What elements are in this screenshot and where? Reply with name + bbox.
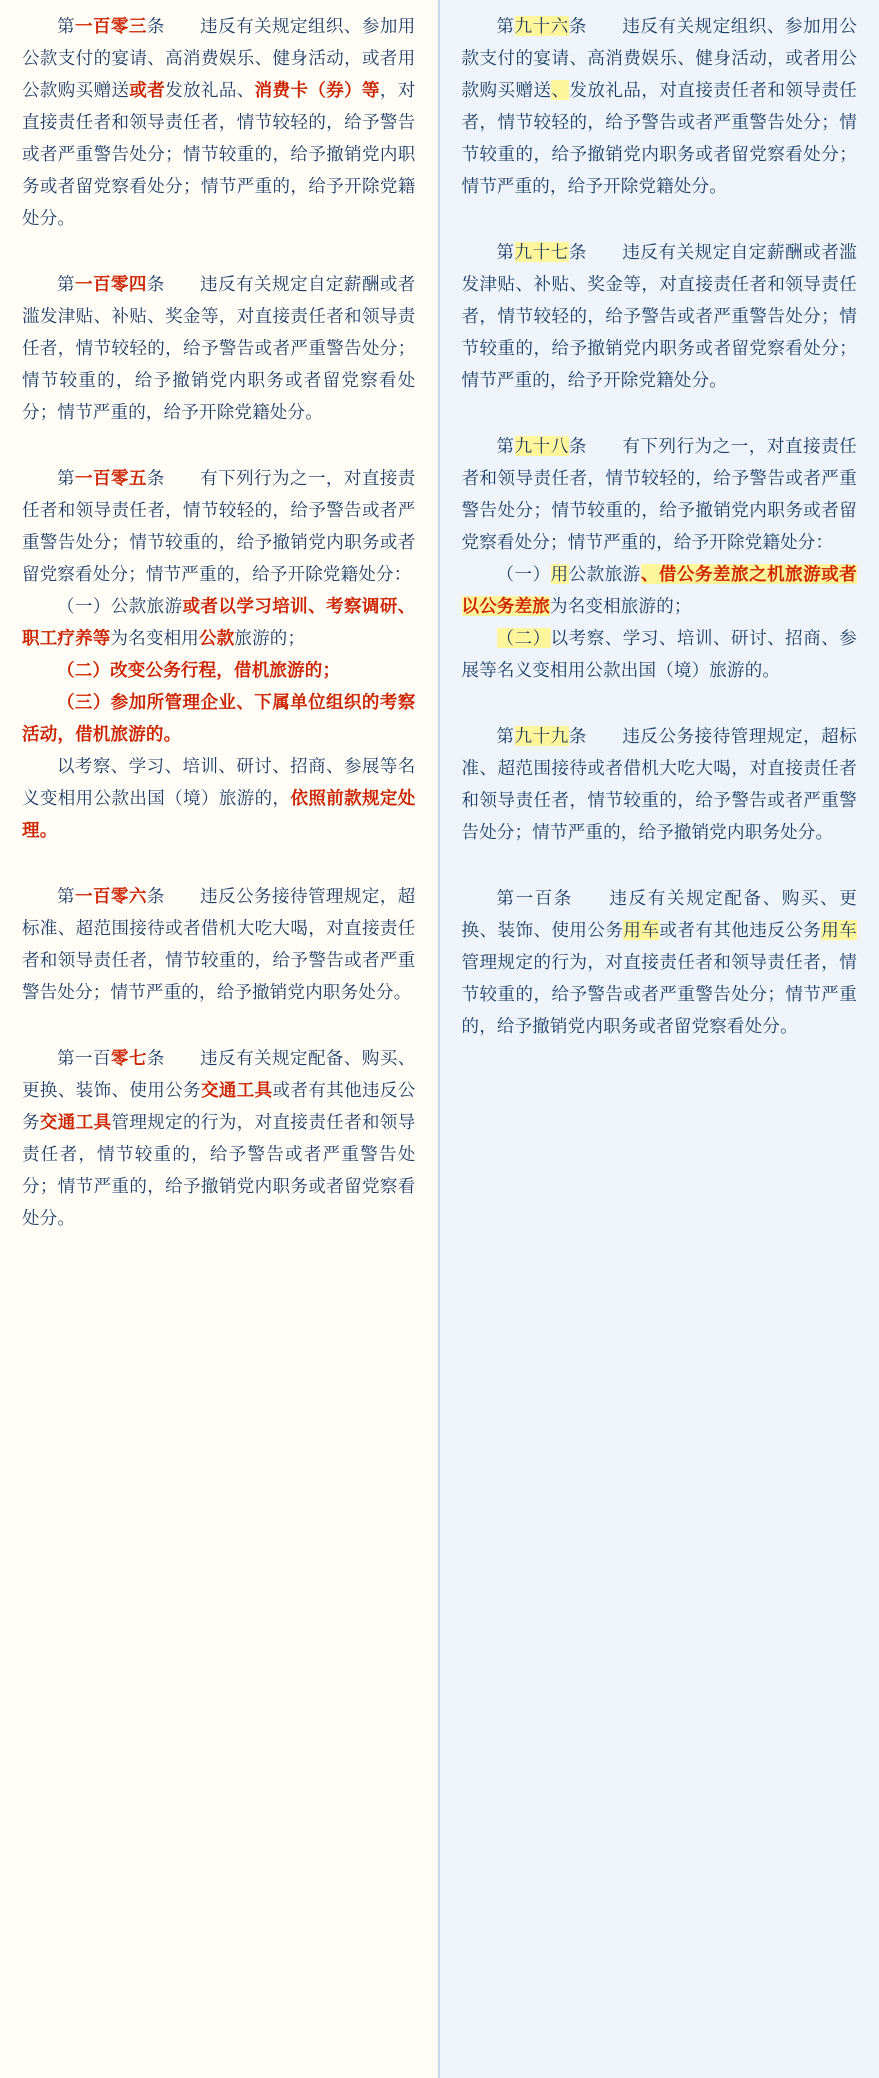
- text-run: 用车: [623, 920, 660, 940]
- article-number-core: 九十六: [514, 16, 569, 36]
- text-run: 以考察、学习、培训、研讨、招商、参展等名义变相用公款出国（境）旅游的，: [22, 756, 416, 808]
- article-number-core: 零七: [110, 1048, 147, 1068]
- article-number-core: 一百零三: [74, 16, 147, 36]
- article-block: [22, 10, 416, 234]
- text-run: 或者有其他违反公务: [659, 920, 822, 940]
- text-run: 用车: [821, 920, 857, 940]
- text-run: （一）: [496, 564, 551, 584]
- text-run: 用: [550, 564, 569, 584]
- article-number: [57, 16, 165, 36]
- article-number-prefix: 第: [57, 886, 75, 906]
- article-number: [57, 1048, 165, 1068]
- text-run: 公款: [199, 628, 235, 648]
- text-run: 或者有其他违反公务: [22, 1080, 416, 1132]
- article-sub-item: [22, 654, 416, 686]
- text-run: 违反公务接待管理规定，超标准、超范围接待或者借机大吃大喝，对直接责任者和领导责任者，情节较重的，给予警告或者严重警告处分；情节严重的，给予撤销党内职务处分。: [22, 886, 416, 1002]
- article-paragraph: [22, 462, 416, 590]
- article-sub-item: [22, 686, 416, 750]
- article-paragraph: [462, 882, 858, 1042]
- article-number: [57, 468, 165, 488]
- article-number-prefix: 第: [57, 468, 75, 488]
- text-run: 交通工具: [200, 1080, 273, 1100]
- text-run: 违反公务接待管理规定，超标准、超范围接待或者借机大吃大喝，对直接责任者和领导责任者，情节较重的，给予警告或者严重警告处分；情节严重的，给予撤销党内职务处分。: [461, 726, 858, 842]
- article-block: [462, 236, 858, 396]
- right-column-original: [440, 0, 879, 2078]
- text-run: 或者: [129, 80, 166, 100]
- article-number-prefix: 第: [496, 242, 515, 262]
- text-run: 违反有关规定配备、购买、更换、装饰、使用公务: [461, 888, 857, 940]
- text-run: 有下列行为之一，对直接责任者和领导责任者，情节较轻的，给予警告或者严重警告处分；情节较重的，给予撤销党内职务或者留党察看处分；情节严重的，给予开除党籍处分：: [22, 468, 416, 584]
- article-number-prefix: 第: [57, 16, 75, 36]
- article-number-suffix: 条: [146, 274, 165, 294]
- text-run: 为名变相旅游的；: [550, 596, 692, 616]
- text-run: （二）: [496, 628, 551, 648]
- text-run: 违反有关规定自定薪酬或者滥发津贴、补贴、奖金等，对直接责任者和领导责任者，情节较轻的，给予警告或者严重警告处分；情节较重的，给予撤销党内职务或者留党察看处分；情节严重的，给予开除党籍处分。: [461, 242, 858, 390]
- article-number-core: 一百零四: [74, 274, 147, 294]
- article-paragraph: [22, 268, 416, 428]
- article-paragraph: [462, 236, 858, 396]
- article-block: [22, 880, 416, 1008]
- article-paragraph: [22, 10, 416, 234]
- article-number-core: 九十八: [514, 436, 569, 456]
- article-number-core: 九十九: [514, 726, 569, 746]
- article-block: [22, 268, 416, 428]
- article-number-suffix: 条: [146, 16, 165, 36]
- article-number: [497, 888, 574, 908]
- article-number-suffix: 条: [568, 16, 587, 36]
- article-number: [497, 16, 587, 36]
- text-run: 管理规定的行为，对直接责任者和领导责任者，情节较重的，给予警告或者严重警告处分；情节严重的，给予撤销党内职务或者留党察看处分。: [22, 1112, 416, 1228]
- article-number-suffix: 条: [146, 1048, 165, 1068]
- article-number-prefix: 第一百: [57, 1048, 111, 1068]
- article-block: [462, 720, 858, 848]
- text-run: 、: [551, 80, 570, 100]
- article-number-core: 九十七: [514, 242, 569, 262]
- article-number-suffix: 条: [568, 242, 587, 262]
- text-run: 、借公务差旅之机旅游或者以公务差旅: [461, 564, 857, 616]
- article-block: [22, 1042, 416, 1234]
- article-number-prefix: 第: [57, 274, 75, 294]
- article-number: [497, 726, 587, 746]
- article-sub-item: [462, 558, 858, 622]
- text-run: 违反有关规定自定薪酬或者滥发津贴、补贴、奖金等，对直接责任者和领导责任者，情节较轻的，给予警告或者严重警告处分；情节较重的，给予撤销党内职务或者留党察看处分；情节严重的，给予开除党籍处分。: [22, 274, 416, 422]
- article-sub-item: [22, 750, 416, 846]
- text-run: 违反有关规定组织、参加用公款支付的宴请、高消费娱乐、健身活动，或者用公款购买赠送: [22, 16, 416, 100]
- article-block: [462, 430, 858, 686]
- article-number: [497, 242, 587, 262]
- article-number-suffix: 条: [146, 468, 165, 488]
- article-number-suffix: 条: [568, 726, 587, 746]
- article-number: [57, 886, 165, 906]
- article-number: [57, 274, 165, 294]
- article-paragraph: [22, 880, 416, 1008]
- text-run: ，对直接责任者和领导责任者，情节较轻的，给予警告或者严重警告处分；情节较重的，给予撤销党内职务或者留党察看处分；情节严重的，给予开除党籍处分。: [22, 80, 416, 228]
- article-paragraph: [462, 430, 858, 558]
- article-paragraph: [462, 10, 858, 202]
- text-run: 管理规定的行为，对直接责任者和领导责任者，情节较重的，给予警告或者严重警告处分；情节严重的，给予撤销党内职务或者留党察看处分。: [461, 952, 857, 1036]
- article-sub-item: [22, 590, 416, 654]
- article-number-suffix: 条: [568, 436, 587, 456]
- text-run: （三）参加所管理企业、下属单位组织的考察活动，借机旅游的。: [22, 692, 416, 744]
- article-number-core: 一百零六: [74, 886, 147, 906]
- text-run: 或者以学习培训、考察调研、职工疗养等: [22, 596, 416, 648]
- article-paragraph: [22, 1042, 416, 1234]
- text-run: 发放礼品、: [165, 80, 255, 100]
- text-run: （一）公款旅游: [57, 596, 183, 616]
- article-block: [22, 462, 416, 846]
- text-run: 旅游的；: [234, 628, 306, 648]
- text-run: 发放礼品，对直接责任者和领导责任者，情节较轻的，给予警告或者严重警告处分；情节较重的，给予撤销党内职务或者留党察看处分；情节严重的，给予开除党籍处分。: [461, 80, 858, 196]
- article-number-prefix: 第: [496, 16, 515, 36]
- text-run: （二）改变公务行程，借机旅游的；: [57, 660, 341, 680]
- text-run: 交通工具: [39, 1112, 112, 1132]
- article-number-core: 一百零五: [74, 468, 147, 488]
- text-run: 消费卡（券）等: [254, 80, 380, 100]
- article-sub-item: [462, 622, 858, 686]
- article-number-prefix: 第: [496, 726, 515, 746]
- text-run: 为名变相用: [110, 628, 199, 648]
- article-number-prefix: 第一百条: [496, 888, 574, 908]
- text-run: 有下列行为之一，对直接责任者和领导责任者，情节较轻的，给予警告或者严重警告处分；情节较重的，给予撤销党内职务或者留党察看处分；情节严重的，给予开除党籍处分：: [461, 436, 858, 552]
- article-number-suffix: 条: [146, 886, 165, 906]
- text-run: 公款旅游: [568, 564, 641, 584]
- article-number-prefix: 第: [496, 436, 515, 456]
- article-paragraph: [462, 720, 858, 848]
- article-block: [462, 882, 858, 1042]
- text-run: 违反有关规定组织、参加用公款支付的宴请、高消费娱乐、健身活动，或者用公款购买赠送: [461, 16, 858, 100]
- text-run: 以考察、学习、培训、研讨、招商、参展等名义变相用公款出国（境）旅游的。: [461, 628, 857, 680]
- text-run: 依照前款规定处理。: [22, 788, 416, 840]
- text-run: 违反有关规定配备、购买、更换、装饰、使用公务: [22, 1048, 416, 1100]
- article-block: [462, 10, 858, 202]
- article-number: [497, 436, 587, 456]
